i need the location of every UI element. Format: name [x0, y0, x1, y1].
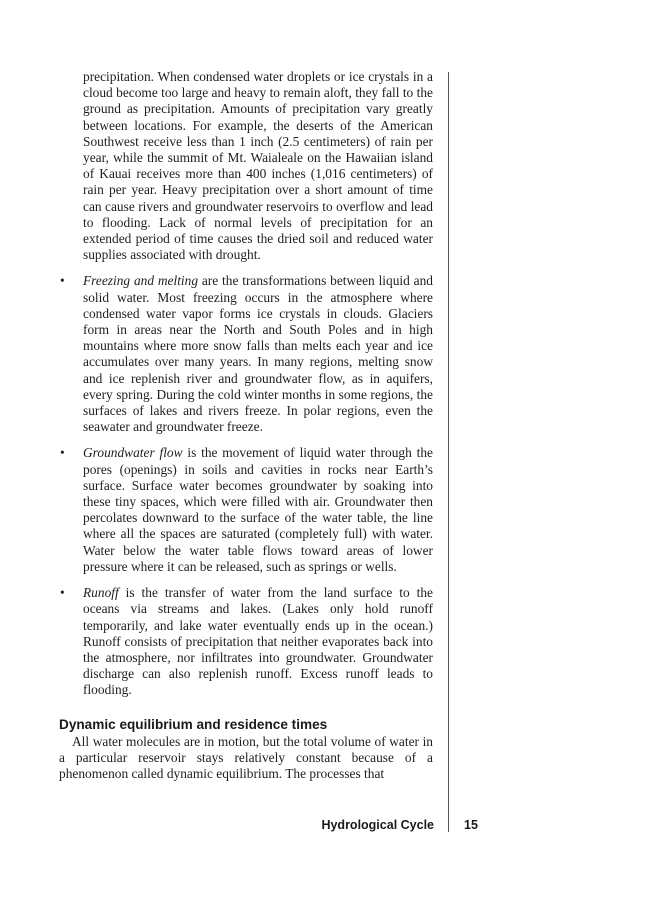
bullet-term: Freezing and melting: [83, 273, 199, 289]
bullet-icon: •: [60, 273, 65, 289]
bullet-text: are the transformations between liquid and solid water. Most freezing occurs in the atmosphere where condensed water vapor forms ice crystals in clouds. Glaciers form in areas near the North and South Poles and in high mountains where more snow falls than melts each year and ice accumulates over many years. In many regions, melting snow and ice replenish river and groundwater flow, as in aquifers, every spring. During the cold winter months in some regions, the surfaces of lakes and rivers freeze. In polar regions, even the seawater and groundwater freeze.: [83, 273, 433, 435]
bullet-text: is the movement of liquid water through the pores (openings) in soils and cavities in rocks near Earth’s surface. Surface water becomes groundwater by soaking into these tiny spaces, which were filled with air. Groundwater then percolates downward to the surface of the water table, the line where all the spaces are saturated (completely full) with water. Water below the water table flows toward areas of lower pressure where it can be released, such as springs or wells.: [83, 445, 433, 574]
running-footer-title: Hydrological Cycle: [321, 818, 434, 832]
bullet-text: is the transfer of water from the land surface to the oceans via streams and lakes. (Lakes only hold runoff temporarily, and lake water eventually ends up in the ocean.) Runoff consists of precipitation that neither evaporates back into the atmosphere, nor infiltrates into groundwater. Groundwater discharge can also replenish runoff. Excess runoff leads to flooding.: [83, 585, 433, 698]
continuation-paragraph: precipitation. When condensed water droplets or ice crystals in a cloud become too large and heavy to remain aloft, they fall to the ground as precipitation. Amounts of precipitation vary greatly between locations. For example, the deserts of the American Southwest receive less than 1 inch (2.5 centimeters) of rain per year, while the summit of Mt. Waialeale on the Hawaiian island of Kauai receives more than 400 inches (1,016 centimeters) of rain per year. Heavy precipitation over a short amount of time can cause rivers and groundwater reservoirs to overflow and lead to flooding. Lack of normal levels of precipitation for an extended period of time causes the dried soil and reduced water supplies associated with drought.: [83, 69, 433, 263]
bullet-term: Runoff: [83, 585, 119, 601]
page-body: [59, 69, 433, 782]
bullet-icon: •: [60, 585, 65, 601]
bullet-runoff: [59, 585, 433, 698]
bullet-freezing-melting: [59, 273, 433, 435]
bullet-icon: •: [60, 445, 65, 461]
section-heading: Dynamic equilibrium and residence times: [59, 716, 328, 732]
page-number: 15: [464, 818, 478, 832]
bullet-term: Groundwater flow: [83, 445, 183, 461]
bullet-groundwater-flow: [59, 445, 433, 575]
margin-rule: [448, 72, 449, 832]
section-paragraph: All water molecules are in motion, but the total volume of water in a particular reservoir stays relatively constant because of a phenomenon called dynamic equilibrium. The processes that: [59, 733, 433, 782]
